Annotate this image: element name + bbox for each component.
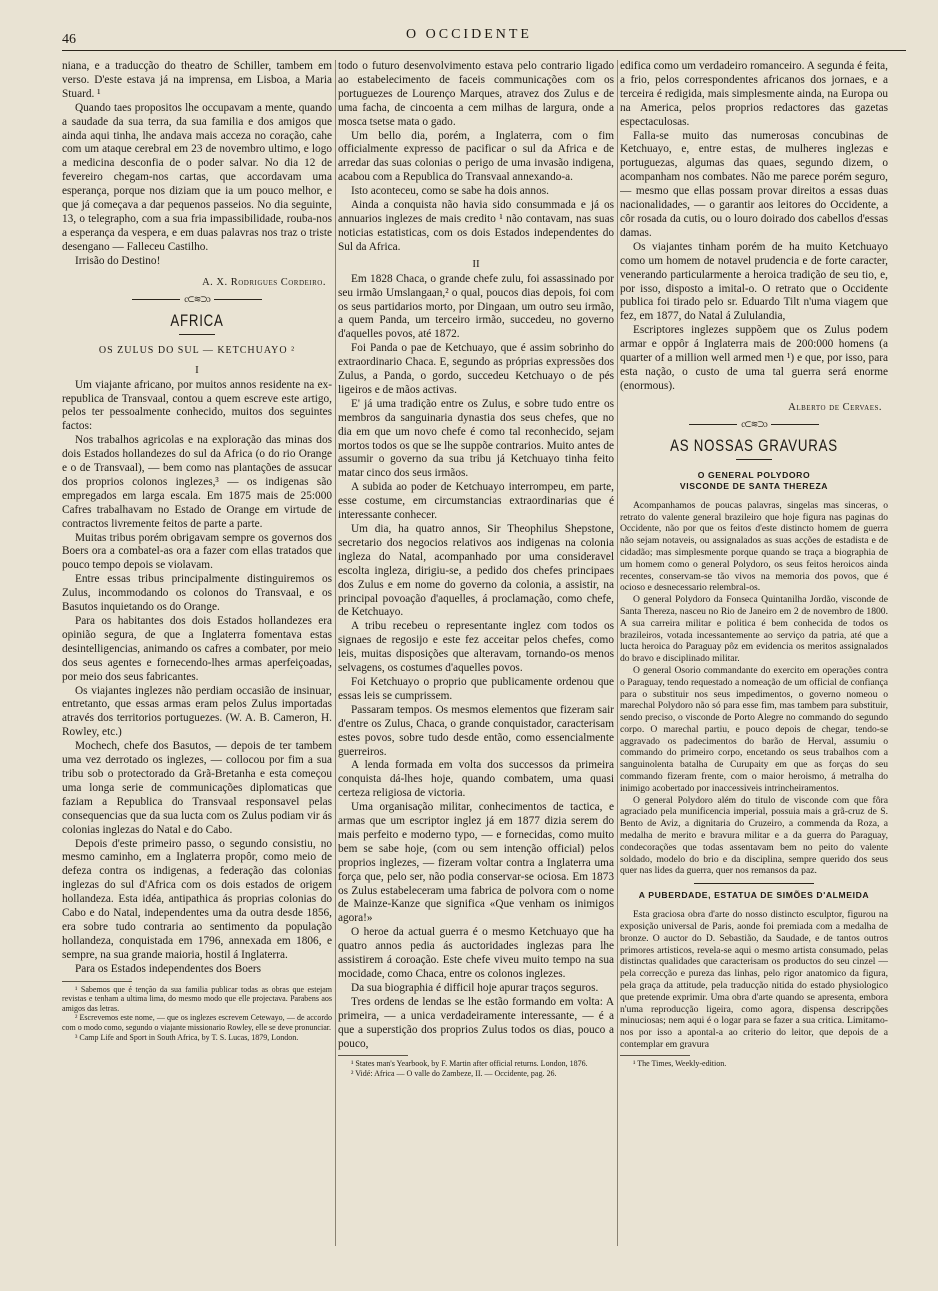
column-3 bbox=[620, 60, 888, 1281]
paragraph: Um dia, ha quatro annos, Sir Theophilus Shepstone, secretario dos negocios relativos aos indigenas na colonia ingleza do Natal, acompanhado por uma consideravel escolta ingleza, dirigiu-se, a pedido dos chefes principaes dos Zulus e em nome do governo da colonia, a assistir, na principal povoação d'aquelles, á proclamação, como chefe, de Ketchuayo. bbox=[338, 523, 614, 619]
paragraph: Nos trabalhos agricolas e na exploração das minas dos dois Estados hollandezes do sul da Africa (o do rio Orange e o de Transvaal), — bem como nas plantações de assucar dos proprios colonos inglezes,³ — os indigenas são empregados em larga escala. Em 1875 mais de 25:000 Cafres trabalhavam no Estado de Orange em virtude de contractos livremente feitos de parte a parte. bbox=[62, 434, 332, 530]
paragraph: O general Polydoro da Fonseca Quintanilha Jordão, visconde de Santa Thereza, nasceu no Rio de Janeiro em 2 de novembro de 1800. A sua carreira militar e politica é bem conhecida de todos os brazileiros, votada incessantemente ao serviço da patria, até que a lucta heroica do Paraguay pôz em evidencia os meritos assignalados do bravo e disciplinado militar. bbox=[620, 594, 888, 665]
paragraph: Depois d'este primeiro passo, o segundo consistiu, no mesmo caminho, em a Inglaterra propôr, como meio de defeza contra os indigenas, a federação das colonias inglezas do sul d'Africa com os dois estados de origem hollandeza. Esta idéa, antipathica ás proprias colonias do Cabo e do Natal, independentes uma da outra desde 1856, era sobre tudo contraria ao sentimento da população hollandeza, conquistada em 1796, annexada em 1806, e sempre, na sua grande maioria, hostil á Inglaterra. bbox=[62, 837, 332, 961]
ornament-divider: c⊂≋⊃ɔ bbox=[62, 294, 332, 305]
paragraph: Mochech, chefe dos Basutos, — depois de ter tambem uma vez derrotado os inglezes, — collocou por fim a sua tribu sob o protectorado da Grã-Bretanha e esta começou uma longa serie de communicações diplomaticas que faziam a Republica do Transvaal responsavel pelas consequencias que da sua lucta com os Zulus podiam vir ás colonias inglezas do Natal e do Cabo. bbox=[62, 740, 332, 836]
footnote: ¹ The Times, Weekly-edition. bbox=[633, 1058, 727, 1068]
paragraph: Tres ordens de lendas se lhe estão formando em volta: A primeira, — a unica verdadeiramente interessante, — é a que a superstição dos proprios Zulus todos os dias, pouco a pouco, bbox=[338, 995, 614, 1050]
section-title: AS NOSSAS GRAVURAS bbox=[670, 435, 838, 455]
paragraph: niana, e a traducção do theatro de Schiller, tambem em verso. D'este estava já na imprensa, em Lisboa, a Maria Stuard. ¹ bbox=[62, 60, 332, 100]
paragraph: O heroe da actual guerra é o mesmo Ketchuayo que ha quatro annos pedia ás auctoridades inglezas para lhe assistirem á coroação. Este chefe viveu muito tempo na sua mocidade, como Chaca, entre os colonos inglezes. bbox=[338, 926, 614, 980]
section-title: AFRICA bbox=[170, 310, 224, 330]
footnote-rule bbox=[620, 1055, 690, 1056]
paragraph: Muitas tribus porém obrigavam sempre os governos dos Boers ora a combatel-as ora a fazer com ellas tratados que pouco tempo depois se violavam. bbox=[62, 531, 332, 572]
paragraph: A lenda formada em volta dos successos da primeira conquista dá-lhes hoje, quando combatem, uma quasi certeza religiosa de victoria. bbox=[338, 759, 614, 800]
column-divider bbox=[335, 60, 336, 1246]
footnotes bbox=[338, 1059, 614, 1078]
author-signature: A. X. Rodrigues Cordeiro. bbox=[202, 276, 326, 288]
footnotes bbox=[62, 985, 332, 1043]
ornament-divider: c⊂≋⊃ɔ bbox=[620, 419, 888, 430]
paragraph: Entre essas tribus principalmente distinguiremos os Zulus, incommodando os colonos do Transvaal, e os Basutos inquietando os do Orange. bbox=[62, 573, 332, 614]
paragraph: Esta graciosa obra d'arte do nosso distincto esculptor, figurou na exposição universal de Paris, aonde foi premiada com a medalha de bronze. O auctor do D. Sebastião, da Saudade, e de tantos outros primores artisticos, revela-se aqui o mesmo artista consumado, pelas distinctas qualidades que caracterisam os productos do seu cinzel — pela correcção e pureza das linhas, pelo rigor anatomico da figura, pela graça da attitude, pela traducção nitida do estado physiologico que pretende exprimir. Uma obra d'arte quando se apresenta, embora n'uma reproducção ligeira, como agora, dispensa descripções minuciosas; nem aqui é o logar para se fazer a sua critica. Limitamo-nos por isso a apontal-a ao criterio do leitor, que depois de a contemplar em gravura bbox=[620, 909, 888, 1051]
engraving-text bbox=[620, 909, 888, 1051]
paragraph: Em 1828 Chaca, o grande chefe zulu, foi assassinado por seu irmão Umslangaan,² o qual, poucos dias depois, foi com os seus partidarios morto, por Dingaan, um outro seu irmão, a quem Panda, um terceiro irmão, succedeu, no governo d'aquelles povos, até 1872. bbox=[338, 272, 614, 341]
engraving-heading: O GENERAL POLYDORO VISCONDE DE SANTA THEREZA bbox=[679, 469, 829, 491]
paragraph: Ainda a conquista não havia sido consummada e já os annuarios inglezes de mais credito ¹ não contavam, nas suas noticias estatisticas, com os dois Estados independentes do Sul da Africa. bbox=[338, 199, 614, 253]
author-signature: Alberto de Cervaes. bbox=[788, 401, 882, 413]
paragraph: Passaram tempos. Os mesmos elementos que fizeram sair d'entre os Zulus, Chaca, o grande conquistador, caracterisam estes povos, sobre tudo desde então, como essencialmente guerreiros. bbox=[338, 703, 614, 758]
paragraph: todo o futuro desenvolvimento estava pelo contrario ligado ao estabelecimento de faceis communicações com os portuguezes de Lourenço Marques, atravez dos Zulus e de uma facha, de cincoenta a cem milhas de largura, onde a mosca tsetse mata o gado. bbox=[338, 60, 614, 128]
paragraph: Isto aconteceu, como se sabe ha dois annos. bbox=[351, 185, 549, 198]
paragraph: Irrisão do Destino! bbox=[75, 254, 161, 267]
paragraph: Acompanhamos de poucas palavras, singelas mas sinceras, o retrato do valente general brazileiro que hoje figura nas paginas do Occidente, não por que os feitos d'este distincto homem de guerra não sejam notaveis, ou assignalados as suas acções de estadista e de cidadão; mas simplesmente porque quando se traça a biographia de um homem como o general Polydoro, os seus feitos heroicos ainda recentes, conservam-se tão vivos na memoria dos povos, que é ocioso e desnecessario relembral-os. bbox=[620, 499, 888, 594]
paragraph: Da sua biographia é difficil hoje apurar traços seguros. bbox=[351, 981, 599, 994]
section-rule bbox=[694, 883, 814, 884]
paragraph: Foi Ketchuayo o proprio que publicamente ordenou que essas leis se cumprissem. bbox=[338, 675, 614, 702]
footnote-rule bbox=[62, 981, 132, 982]
column-1 bbox=[62, 60, 332, 1281]
header-rule bbox=[62, 50, 906, 51]
paragraph: Um bello dia, porém, a Inglaterra, com o fim officialmente expresso de pacificar o sul da Africa e de arredar das suas colonias o perigo de uma invasão indigena, acabou com a Republica do Transvaal annexando-a. bbox=[338, 129, 614, 184]
footnote: ³ Camp Life and Sport in South Africa, by T. S. Lucas, 1879, London. bbox=[75, 1032, 299, 1042]
part-number: II bbox=[472, 257, 480, 270]
engraving-text bbox=[620, 500, 888, 878]
page-header bbox=[0, 0, 938, 52]
engraving-heading: A PUBERDADE, ESTATUA DE SIMÕES D'ALMEIDA bbox=[638, 890, 870, 901]
title-rule bbox=[179, 334, 215, 335]
column-2 bbox=[338, 60, 614, 1281]
paragraph: O general Osorio commandante do exercito em operações contra o Paraguay, tendo requestado a nomeação de um official de confiança para o substituir nos seus impedimentos, o governo nomeou o marechal Polydoro não só para esse fim, mas tambem para substituir, sendo preciso, o visconde de Porto Alegre no commando do segundo corpo. O marechal partiu, e pouco depois de chegar, tendo-se aggravado os padecimentos do barão de Herval, assumiu o commando do primeiro corpo, encetando os seus trabalhos com a sanguinolenta batalha de Curupaity em que as forças do seu commando fizeram frente, com o maior heroismo, á metralha do inimigo acobertado por inaccessiveis intrincheiramentos. bbox=[620, 664, 888, 794]
paragraph: Os viajantes tinham porém de ha muito Ketchuayo como um homem de notavel prudencia e de forte caracter, venerando particularmente a heroica tradição de seu tio, e, por isso, disposto a imital-o. O retrato que o Occidente publica foi tirado pelo sr. Eduardo Tilt n'uma viagem que fez, em 1877, do Natal á Zululandia, bbox=[620, 240, 888, 323]
footnote: ¹ States man's Yearbook, by F. Martin after official returns. London, 1876. bbox=[351, 1059, 588, 1069]
paragraph: Falla-se muito das numerosas concubinas de Ketchuayo, e, entre estas, de mulheres inglezas e portuguezas, algumas das quaes, segundo dizem, o acompanham nos combates. Não me parece porém seguro, — mesmo que ellas possam provar direitos a essas duas nacionalidades, — o garantir aos leitores do Occidente, a côr rosada da cutis, ou o louro doirado dos cabellos d'essas damas. bbox=[620, 129, 888, 239]
paragraph: Um viajante africano, por muitos annos residente na ex-republica de Transvaal, contou a quem escreve este artigo, pelos ter pessoalmente conhecido, muitos dos seguintes factos: bbox=[62, 378, 332, 433]
footnote: ¹ Sabemos que é tenção da sua familia publicar todas as obras que estejam revistas e tenham a ultima lima, do mesmo modo que elle projectava. Parabens aos amigos das letras. bbox=[62, 984, 332, 1013]
column-divider bbox=[617, 60, 618, 1246]
paragraph: Foi Panda o pae de Ketchuayo, que é assim sobrinho do extraordinario Chaca. E, segundo as próprias expressões dos Zulus, a Panda, o gordo, succedeu Ketchuayo o de pés ligeiros e de mãos activas. bbox=[338, 342, 614, 396]
footnote: ² Vidé: Africa — O valle do Zambeze, II. — Occidente, pag. 26. bbox=[351, 1069, 557, 1079]
paragraph: edifica como um verdadeiro romanceiro. A segunda é feita, a frio, pelos correspondentes africanos dos jornaes, e a terceira é redigida, mais simplesmente ainda, na Europa ou na America, pelos proprios redactores das gazetas espectaculosas. bbox=[620, 60, 888, 128]
paragraph: Uma organisação militar, conhecimentos de tactica, e armas que um escriptor inglez já em 1877 dizia serem do mais perfeito e moderno typo, — e fornecidas, como muito bem se sabe hoje, (com ou sem intenção official) pelos proprios inglezes, — fizeram voltar contra a Inglaterra uma força que, pelo ser, não podia conservar-se ociosa. Em 1873 os Zulus estabeleceram uma fabrica de polvora com o nome de Mainze-Kanze que significa «Que venham os inimigos agora!» bbox=[338, 801, 614, 925]
paragraph: O general Polydoro além do titulo de visconde com que fôra agraciado pela munificencia imperial, possuia mais a grã-cruz de S. Bento de Aviz, a dignitaria do Cruzeiro, a commenda da Roza, a medalha de merito e bravura militar e a da guerra do Paraguay, condecorações que todas assentavam bem no peito do valente soldado, modelo do brio e da disciplina, sempre querido dos seus quer nas lides da guerra, quer nos remansos da paz. bbox=[620, 794, 888, 877]
paragraph: E' já uma tradição entre os Zulus, e sobre tudo entre os membros da sanguinaria dynastia dos seus chefes, que no dia em que um novo chefe é como tal reconhecido, sejam mortos todos os que se lhe suppõe contrarios. Muito antes de assumir o governo da sua tribu já Ketchuayo tinha feito matar cinco dos seus irmãos. bbox=[338, 397, 614, 480]
paragraph: Escriptores inglezes suppõem que os Zulus podem armar e oppôr á Inglaterra mais de 200:000 homens (a quarter of a million well armed men ¹) e que, por isso, para esta nação, o custo de uma tal guerra será enorme (enormous). bbox=[620, 324, 888, 392]
paragraph: A tribu recebeu o representante inglez com todos os signaes de regosijo e este fez acceitar pelos chefes, como leis, muitas disposições que alteravam, tornando-os menos selvagens, os costumes d'aquelles povos. bbox=[338, 620, 614, 675]
part-number: I bbox=[195, 363, 199, 376]
paragraph: Os viajantes inglezes não perdiam occasião de insinuar, entretanto, que essas armas eram pelos Zulus importadas através dos territorios portuguezes. (W. A. B. Cameron, H. Rowley, etc.) bbox=[62, 684, 332, 739]
paragraph: Quando taes propositos lhe occupavam a mente, quando a saudade da sua terra, da sua familia e dos amigos que ainda aqui tinha, lhe andava mais acceza no coração, cahe com um ataque cerebral em 23 de novembro ultimo, e logo a medicina desconfia de o poder salvar. No dia 12 de fevereiro chegam-nos cartas, que accordavam uma esperança, porque nos diziam que ia um pouco melhor, e que já começava a dar pequenos passeios. No dia seguinte, 13, o telegrapho, com a sua fria impassibilidade, rouba-nos a esperança da vespera, e em duas palavras nos traz o triste desengano — Falleceu Castilho. bbox=[62, 101, 332, 253]
page-number: 46 bbox=[62, 32, 76, 47]
paragraph: Para os habitantes dos dois Estados hollandezes era opinião segura, de que a Inglaterra fomentava estas desintelligencias, animando os cafres a combater, por meio dos seus agentes e fornecendo-lhes armas aperfeiçoadas, por meio dos seus fabricantes. bbox=[62, 615, 332, 683]
footnote-rule bbox=[338, 1055, 408, 1056]
title-rule bbox=[736, 459, 772, 460]
journal-title: O OCCIDENTE bbox=[406, 27, 532, 42]
paragraph: A subida ao poder de Ketchuayo interrompeu, em parte, esse costume, em circumstancias extraordinarias que é interessante conhecer. bbox=[338, 481, 614, 522]
paragraph: Para os Estados independentes dos Boers bbox=[75, 962, 262, 975]
footnotes bbox=[620, 1059, 888, 1069]
article-subtitle: OS ZULUS DO SUL — KETCHUAYO ² bbox=[98, 344, 296, 356]
footnote: ² Escrevemos este nome, — que os inglezes escrevem Cetewayo, — de accordo com o modo como, segundo o viajante missionario Rowley, elle se deve pronunciar. bbox=[62, 1013, 332, 1032]
